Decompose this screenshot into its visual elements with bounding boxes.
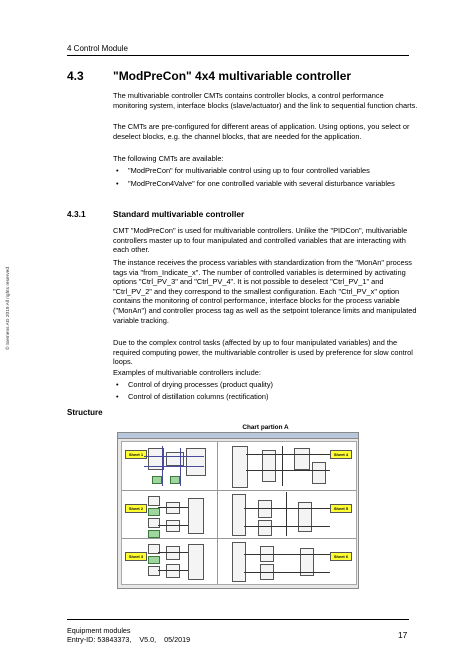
function-block <box>258 500 272 518</box>
signal-wire <box>144 456 204 457</box>
function-block <box>298 502 312 532</box>
section-paragraph-2: The CMTs are pre-configured for different areas of application. Using options, you select or deselect blocks, e.g. the channel blocks, that are needed for the application. <box>113 122 410 141</box>
signal-wire <box>144 466 204 467</box>
subsection-paragraph-1: CMT "ModPreCon" is used for multivariable controllers. Unlike the "PIDCon", multivariable controllers master up to four manipulated and controlled variables that are interacting with each other. <box>113 226 408 255</box>
function-block <box>166 520 180 532</box>
bullet-dot-icon: • <box>116 392 119 401</box>
signal-wire <box>158 570 188 571</box>
chart-canvas <box>121 441 357 585</box>
subsection-paragraph-3: Due to the complex control tasks (affected by up to four manipulated variables) and the required computing power, the multivariable controller is used by preference for slow control loops. <box>113 338 413 367</box>
function-block <box>312 462 326 484</box>
sheet-6-label: Sheet 6 <box>330 552 352 561</box>
page-number: 17 <box>398 630 408 640</box>
function-block <box>166 546 180 560</box>
header-divider <box>67 55 409 56</box>
function-block <box>148 530 160 538</box>
function-block <box>166 452 184 466</box>
function-block <box>170 476 180 484</box>
signal-wire <box>162 446 163 486</box>
function-block <box>186 448 206 476</box>
signal-wire <box>246 454 330 455</box>
function-block <box>188 544 204 580</box>
section-paragraph-1: The multivariable controller CMTs contains controller blocks, a control performance monitoring system, interface blocks (slave/actuator) and the link to sequential function charts. <box>113 91 418 110</box>
subsection-title: Standard multivariable controller <box>113 209 245 219</box>
function-block <box>152 476 162 484</box>
function-block <box>148 518 160 528</box>
sheet-3-label: Sheet 3 <box>125 552 147 561</box>
bullet-dot-icon: • <box>116 179 119 188</box>
function-block <box>232 446 248 488</box>
function-block <box>148 556 160 564</box>
signal-wire <box>244 572 330 573</box>
cfc-chart-screenshot <box>117 432 359 589</box>
function-block <box>148 566 160 576</box>
section-paragraph-3: The following CMTs are available: <box>113 154 224 163</box>
signal-wire <box>244 554 330 555</box>
subsection-paragraph-4: Examples of multivariable controllers include: <box>113 368 261 377</box>
function-block <box>294 448 310 470</box>
signal-wire <box>282 446 283 486</box>
footer-divider <box>67 619 409 620</box>
function-block <box>232 542 246 582</box>
function-block <box>258 520 272 536</box>
function-block <box>232 494 246 536</box>
structure-heading: Structure <box>67 408 103 417</box>
function-block <box>166 564 180 578</box>
signal-wire <box>180 448 181 486</box>
section-title: "ModPreCon" 4x4 multivariable controller <box>113 69 352 83</box>
chart-caption: Chart partion A <box>242 424 289 431</box>
bullet-dot-icon: • <box>116 380 119 389</box>
chart-window-titlebar <box>118 433 358 439</box>
subsection-number: 4.3.1 <box>67 209 86 219</box>
footer-entry-id: Entry-ID: 53843373, V5.0, 05/2019 <box>67 635 191 644</box>
sheet-divider <box>217 442 218 584</box>
sheet-4-label: Sheet 4 <box>330 450 352 459</box>
signal-wire <box>158 507 188 508</box>
signal-wire <box>244 526 330 527</box>
sheet-1-label: Sheet 1 <box>125 450 147 459</box>
signal-wire <box>158 552 188 553</box>
sheet-divider <box>122 538 356 539</box>
footer-document-title: Equipment modules <box>67 626 131 635</box>
bullet-dot-icon: • <box>116 166 119 175</box>
signal-wire <box>286 492 287 536</box>
subsection-paragraph-2: The instance receives the process variables with standardization from the "MonAn" process tags via "from_Indicate_x". The number of controlled variables is determined by activating options "Ctrl_PV_3" and "Ctrl_PV_4". It is not possible to deselect "Ctrl_PV_1" and "Ctrl_PV_2" and they correspond to the smallest configuration. Each "Ctrl_PV_x" option contains the monitoring of control performance, interface blocks for the process variable ("MonAn") and controller process tag as well as the setpoint tolerance limits and manipulated variable tracking. <box>113 258 417 325</box>
function-block <box>166 502 180 514</box>
copyright-note: © Siemens AG 2019 All rights reserved <box>6 267 11 350</box>
sheet-5-label: Sheet 5 <box>330 504 352 513</box>
signal-wire <box>244 508 330 509</box>
function-block <box>188 498 204 534</box>
signal-wire <box>158 525 188 526</box>
function-block <box>148 508 160 516</box>
signal-wire <box>246 470 330 471</box>
running-header: 4 Control Module <box>67 44 128 53</box>
sheet-divider <box>122 490 356 491</box>
section-number: 4.3 <box>67 69 84 83</box>
function-block <box>148 496 160 506</box>
sheet-2-label: Sheet 2 <box>125 504 147 513</box>
